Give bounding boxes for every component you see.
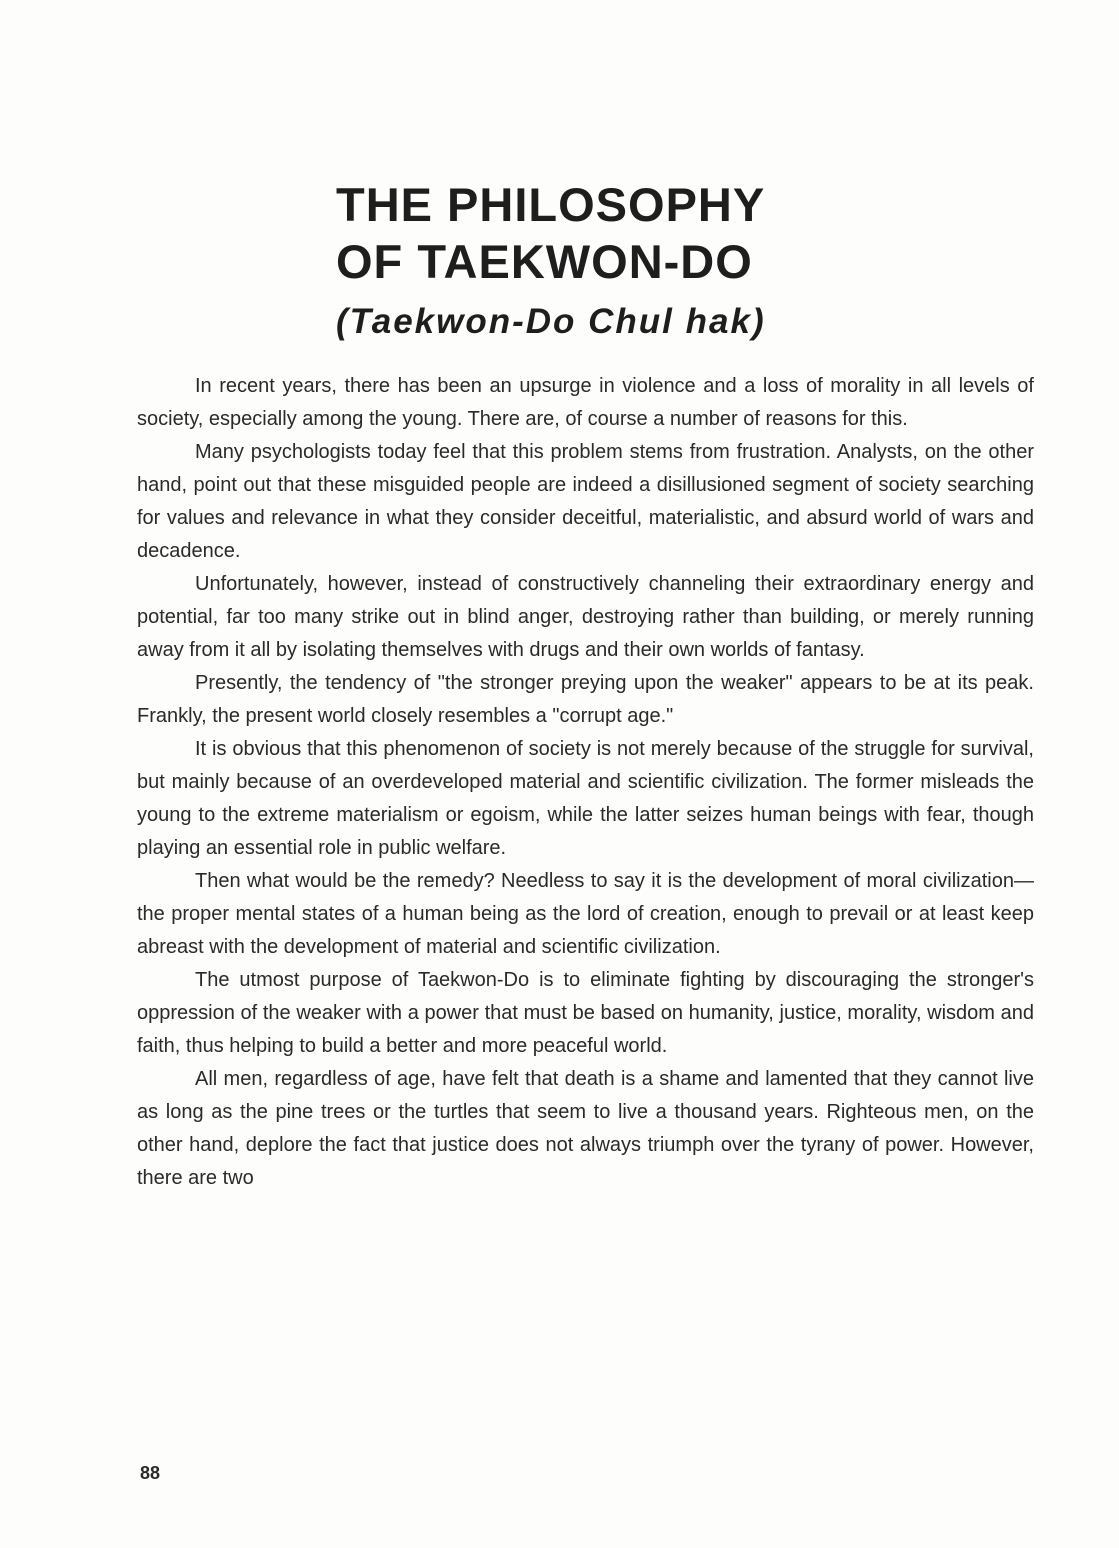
paragraph: Presently, the tendency of "the stronger preying upon the weaker" appears to be at its peak. Frankly, the present world closely resembles a "corrupt age." <box>137 672 1034 727</box>
chapter-subtitle: (Taekwon-Do Chul hak) <box>336 302 766 341</box>
chapter-title-line-1: THE PHILOSOPHY <box>336 178 766 231</box>
paragraph: In recent years, there has been an upsurge in violence and a loss of morality in all levels of society, especially among the young. There are, of course a number of reasons for this. <box>137 375 1034 430</box>
paragraph: Then what would be the remedy? Needless to say it is the development of moral civilization—the proper mental states of a human being as the lord of creation, enough to prevail or at least keep abreast with the development of material and scientific civilization. <box>137 870 1034 958</box>
paragraph: It is obvious that this phenomenon of society is not merely because of the struggle for survival, but mainly because of an overdeveloped material and scientific civilization. The former misleads the young to the extreme materialism or egoism, while the latter seizes human beings with fear, though playing an essential role in public welfare. <box>137 738 1034 859</box>
paragraph: The utmost purpose of Taekwon-Do is to eliminate fighting by discouraging the stronger's oppression of the weaker with a power that must be based on humanity, justice, morality, wisdom and faith, thus helping to build a better and more peaceful world. <box>137 969 1034 1057</box>
page-number: 88 <box>140 1463 161 1483</box>
body-text <box>137 370 1034 1195</box>
chapter-heading <box>336 176 936 344</box>
paragraph: All men, regardless of age, have felt that death is a shame and lamented that they cannot live as long as the pine trees or the turtles that seem to live a thousand years. Righteous men, on the other hand, deplore the fact that justice does not always triumph over the tyrany of power. However, there are two <box>137 1068 1034 1189</box>
chapter-title-line-2: OF TAEKWON-DO <box>336 235 753 288</box>
paragraph: Unfortunately, however, instead of constructively channeling their extraordinary energy and potential, far too many strike out in blind anger, destroying rather than building, or merely running away from it all by isolating themselves with drugs and their own worlds of fantasy. <box>137 573 1034 661</box>
paragraph: Many psychologists today feel that this problem stems from frustration. Analysts, on the other hand, point out that these misguided people are indeed a disillusioned segment of society searching for values and relevance in what they consider deceitful, materialistic, and absurd world of wars and decadence. <box>137 441 1034 562</box>
